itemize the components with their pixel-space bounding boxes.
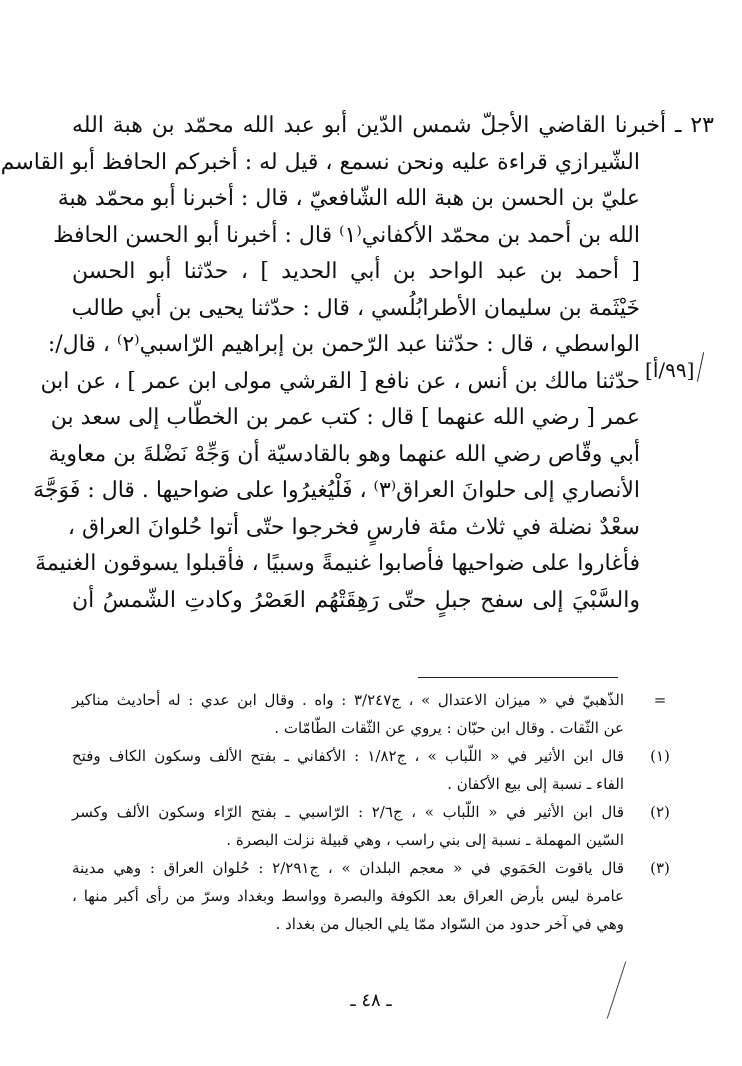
footnote-line: قال ياقوت الحَمَوي في « معجم البلدان » ، ج٢/٢٩١ : حُلوان العراق : وهي مدينة xyxy=(72,859,624,877)
main-line: عمر [ رضي الله عنهما ] قال : كتب عمر بن الخطّاب إلى سعد بن xyxy=(50,405,640,430)
footnote-line: عامرة ليس بأرض العراق بعد الكوفة والبصرة وواسط وبغداد وسرّ من رأى أكبر منها ، xyxy=(72,887,624,905)
footnote-2 xyxy=(72,798,670,854)
footnote-marker: (٢) xyxy=(650,803,670,821)
margin-stroke xyxy=(697,352,704,382)
footnote-line: الفاء ـ نسبة إلى بيع الأكفان . xyxy=(447,775,624,793)
footnote-line: عن الثّقات . وقال ابن حبّان : يروي عن الثّقات الطّامّات . xyxy=(274,719,624,737)
footnote-1 xyxy=(72,742,670,798)
footnote-line: وهي في آخر حدود من السّواد ممّا يلي الجبال من بغداد . xyxy=(275,915,624,933)
main-line: الله بن أحمد بن محمّد الأكفاني⁽١⁾ قال : أخبرنا أبو الحسن الحافظ xyxy=(53,222,640,248)
footnote-marker: (٣) xyxy=(650,859,670,877)
page-number: ـ ٤٨ ـ xyxy=(350,990,392,1011)
footnotes-block xyxy=(72,686,670,938)
footnote-continuation xyxy=(72,686,667,742)
main-line: [ أحمد بن عبد الواحد بن أبي الحديد ] ، حدّثنا أبو الحسن xyxy=(72,259,640,284)
footnote-marker: (١) xyxy=(650,747,670,765)
main-line: خَيْثَمة بن سليمان الأطرابُلُسي ، قال : حدّثنا يحيى بن أبي طالب xyxy=(71,295,640,321)
main-line: ٢٣ ـ أخبرنا القاضي الأجلّ شمس الدّين أبو عبد الله محمّد بن هبة الله xyxy=(72,113,714,138)
main-line: أبي وقّاص رضي الله عنهما وهو بالقادسيّة أن وَجِّهْ نَضْلةَ بن معاوية xyxy=(48,441,640,467)
main-line: فأغاروا على ضواحيها فأصابوا غنيمةً وسبيًا ، فأقبلوا يسوقون الغنيمةَ xyxy=(35,551,640,576)
footnote-line: قال ابن الأثير في « اللّباب » ، ج٢/٦ : الرّاسبي ـ بفتح الرّاء وسكون الألف وكسر xyxy=(72,803,624,821)
main-line: حدّثنا مالك بن أنس ، عن نافع [ القرشي مولى ابن عمر ] ، عن ابن xyxy=(40,368,640,394)
footnote-line: السّين المهملة ـ نسبة إلى بني راسب ، وهي قبيلة نزلت البصرة . xyxy=(226,831,624,849)
main-line: الشّيرازي قراءة عليه ونحن نسمع ، قيل له : أخبركم الحافظ أبو القاسم xyxy=(0,149,640,175)
footnote-marker: = xyxy=(653,691,667,709)
main-line: سعْدٌ نضلة في ثلاث مئة فارسٍ فخرجوا حتّى أتوا حُلوانَ العراق ، xyxy=(67,514,640,540)
footnote-separator xyxy=(418,677,618,678)
footnote-line: الذّهبيّ في « ميزان الاعتدال » ، ج٣/٢٤٧ : واه . وقال ابن عدي : له أحاديث مناكير xyxy=(72,691,624,709)
main-line: الأنصاري إلى حلوانَ العراق⁽٣⁾ ، فَلْيُغيرُوا على ضواحيها . قال : فَوَجَّهَ xyxy=(33,478,640,503)
footnote-line: قال ابن الأثير في « اللّباب » ، ج١/٨٢ : الأكفاني ـ بفتح الألف وسكون الكاف وفتح xyxy=(72,747,624,765)
main-line: عليّ بن الحسن بن هبة الله الشّافعيّ ، قال : أخبرنا أبو محمّد هبة xyxy=(57,186,640,211)
footnote-3 xyxy=(72,854,670,938)
main-line: والسَّبْيَ إلى سفح جبلٍ حتّى رَهِقَتْهُم العَصْرُ وكادتِ الشّمسُ أن xyxy=(72,587,640,613)
main-line: الواسطي ، قال : حدّثنا عبد الرّحمن بن إبراهيم الرّاسبي⁽٢⁾ ، قال/: xyxy=(47,332,640,357)
manuscript-folio-note: [٩٩/أ] xyxy=(645,358,695,382)
